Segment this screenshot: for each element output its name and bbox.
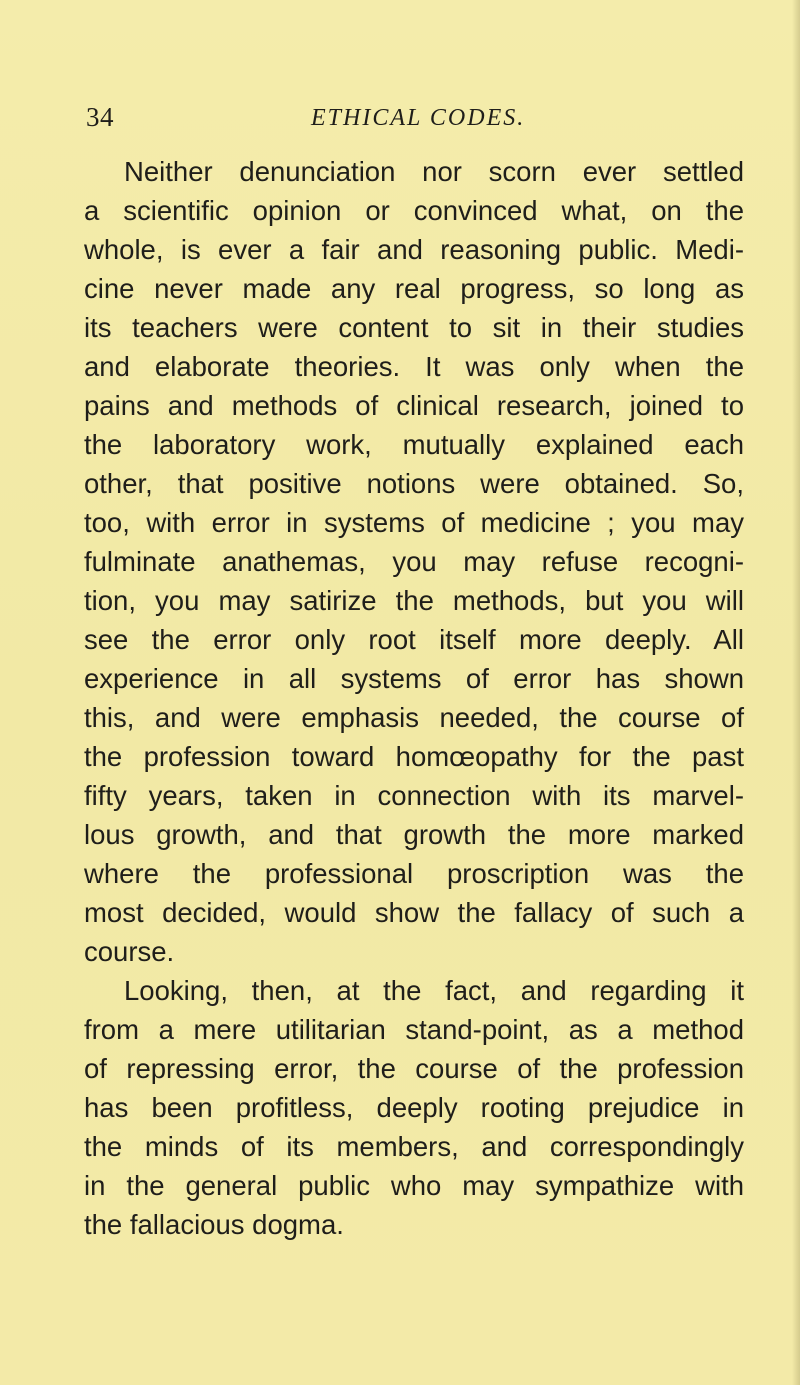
- text-line: other, that positive notions were obtained. So,: [84, 468, 744, 499]
- text-line: in the general public who may sympathize with: [84, 1170, 744, 1201]
- paragraph-2: [84, 971, 744, 1244]
- text-line: where the professional proscription was the: [84, 858, 744, 889]
- text-line: too, with error in systems of medicine ; you may: [84, 507, 744, 538]
- text-line: see the error only root itself more deeply. All: [84, 624, 744, 655]
- text-line: lous growth, and that growth the more marked: [84, 819, 744, 850]
- text-line: Looking, then, at the fact, and regarding it: [124, 975, 744, 1006]
- text-line: has been profitless, deeply rooting prejudice in: [84, 1092, 744, 1123]
- text-line: this, and were emphasis needed, the course of: [84, 702, 744, 733]
- text-line: Neither denunciation nor scorn ever settled: [124, 156, 744, 187]
- body-text: [84, 152, 744, 1244]
- text-line: from a mere utilitarian stand-point, as a method: [84, 1014, 744, 1045]
- paragraph-1: [84, 152, 744, 971]
- text-line: and elaborate theories. It was only when the: [84, 351, 744, 382]
- text-line: the laboratory work, mutually explained each: [84, 429, 744, 460]
- text-line: course.: [84, 936, 175, 967]
- page-edge-shadow: [792, 0, 800, 1385]
- page-header: [86, 102, 686, 142]
- text-line: the minds of its members, and correspondingly: [84, 1131, 744, 1162]
- text-line: cine never made any real progress, so long as: [84, 273, 744, 304]
- text-line: fifty years, taken in connection with its marvel-: [84, 780, 744, 811]
- page-number: 34: [86, 102, 114, 132]
- running-head: ETHICAL CODES.: [311, 105, 526, 131]
- text-line: pains and methods of clinical research, joined to: [84, 390, 744, 421]
- text-line: its teachers were content to sit in their studies: [84, 312, 744, 343]
- text-line: tion, you may satirize the methods, but you will: [84, 585, 744, 616]
- text-line: experience in all systems of error has shown: [84, 663, 744, 694]
- text-line: most decided, would show the fallacy of such a: [84, 897, 744, 928]
- text-line: the profession toward homœopathy for the past: [84, 741, 744, 772]
- text-line: a scientific opinion or convinced what, on the: [84, 195, 744, 226]
- text-line: whole, is ever a fair and reasoning public. Medi-: [84, 234, 744, 265]
- text-line: of repressing error, the course of the profession: [84, 1053, 744, 1084]
- text-line: fulminate anathemas, you may refuse recogni-: [84, 546, 744, 577]
- text-line: the fallacious dogma.: [84, 1209, 344, 1240]
